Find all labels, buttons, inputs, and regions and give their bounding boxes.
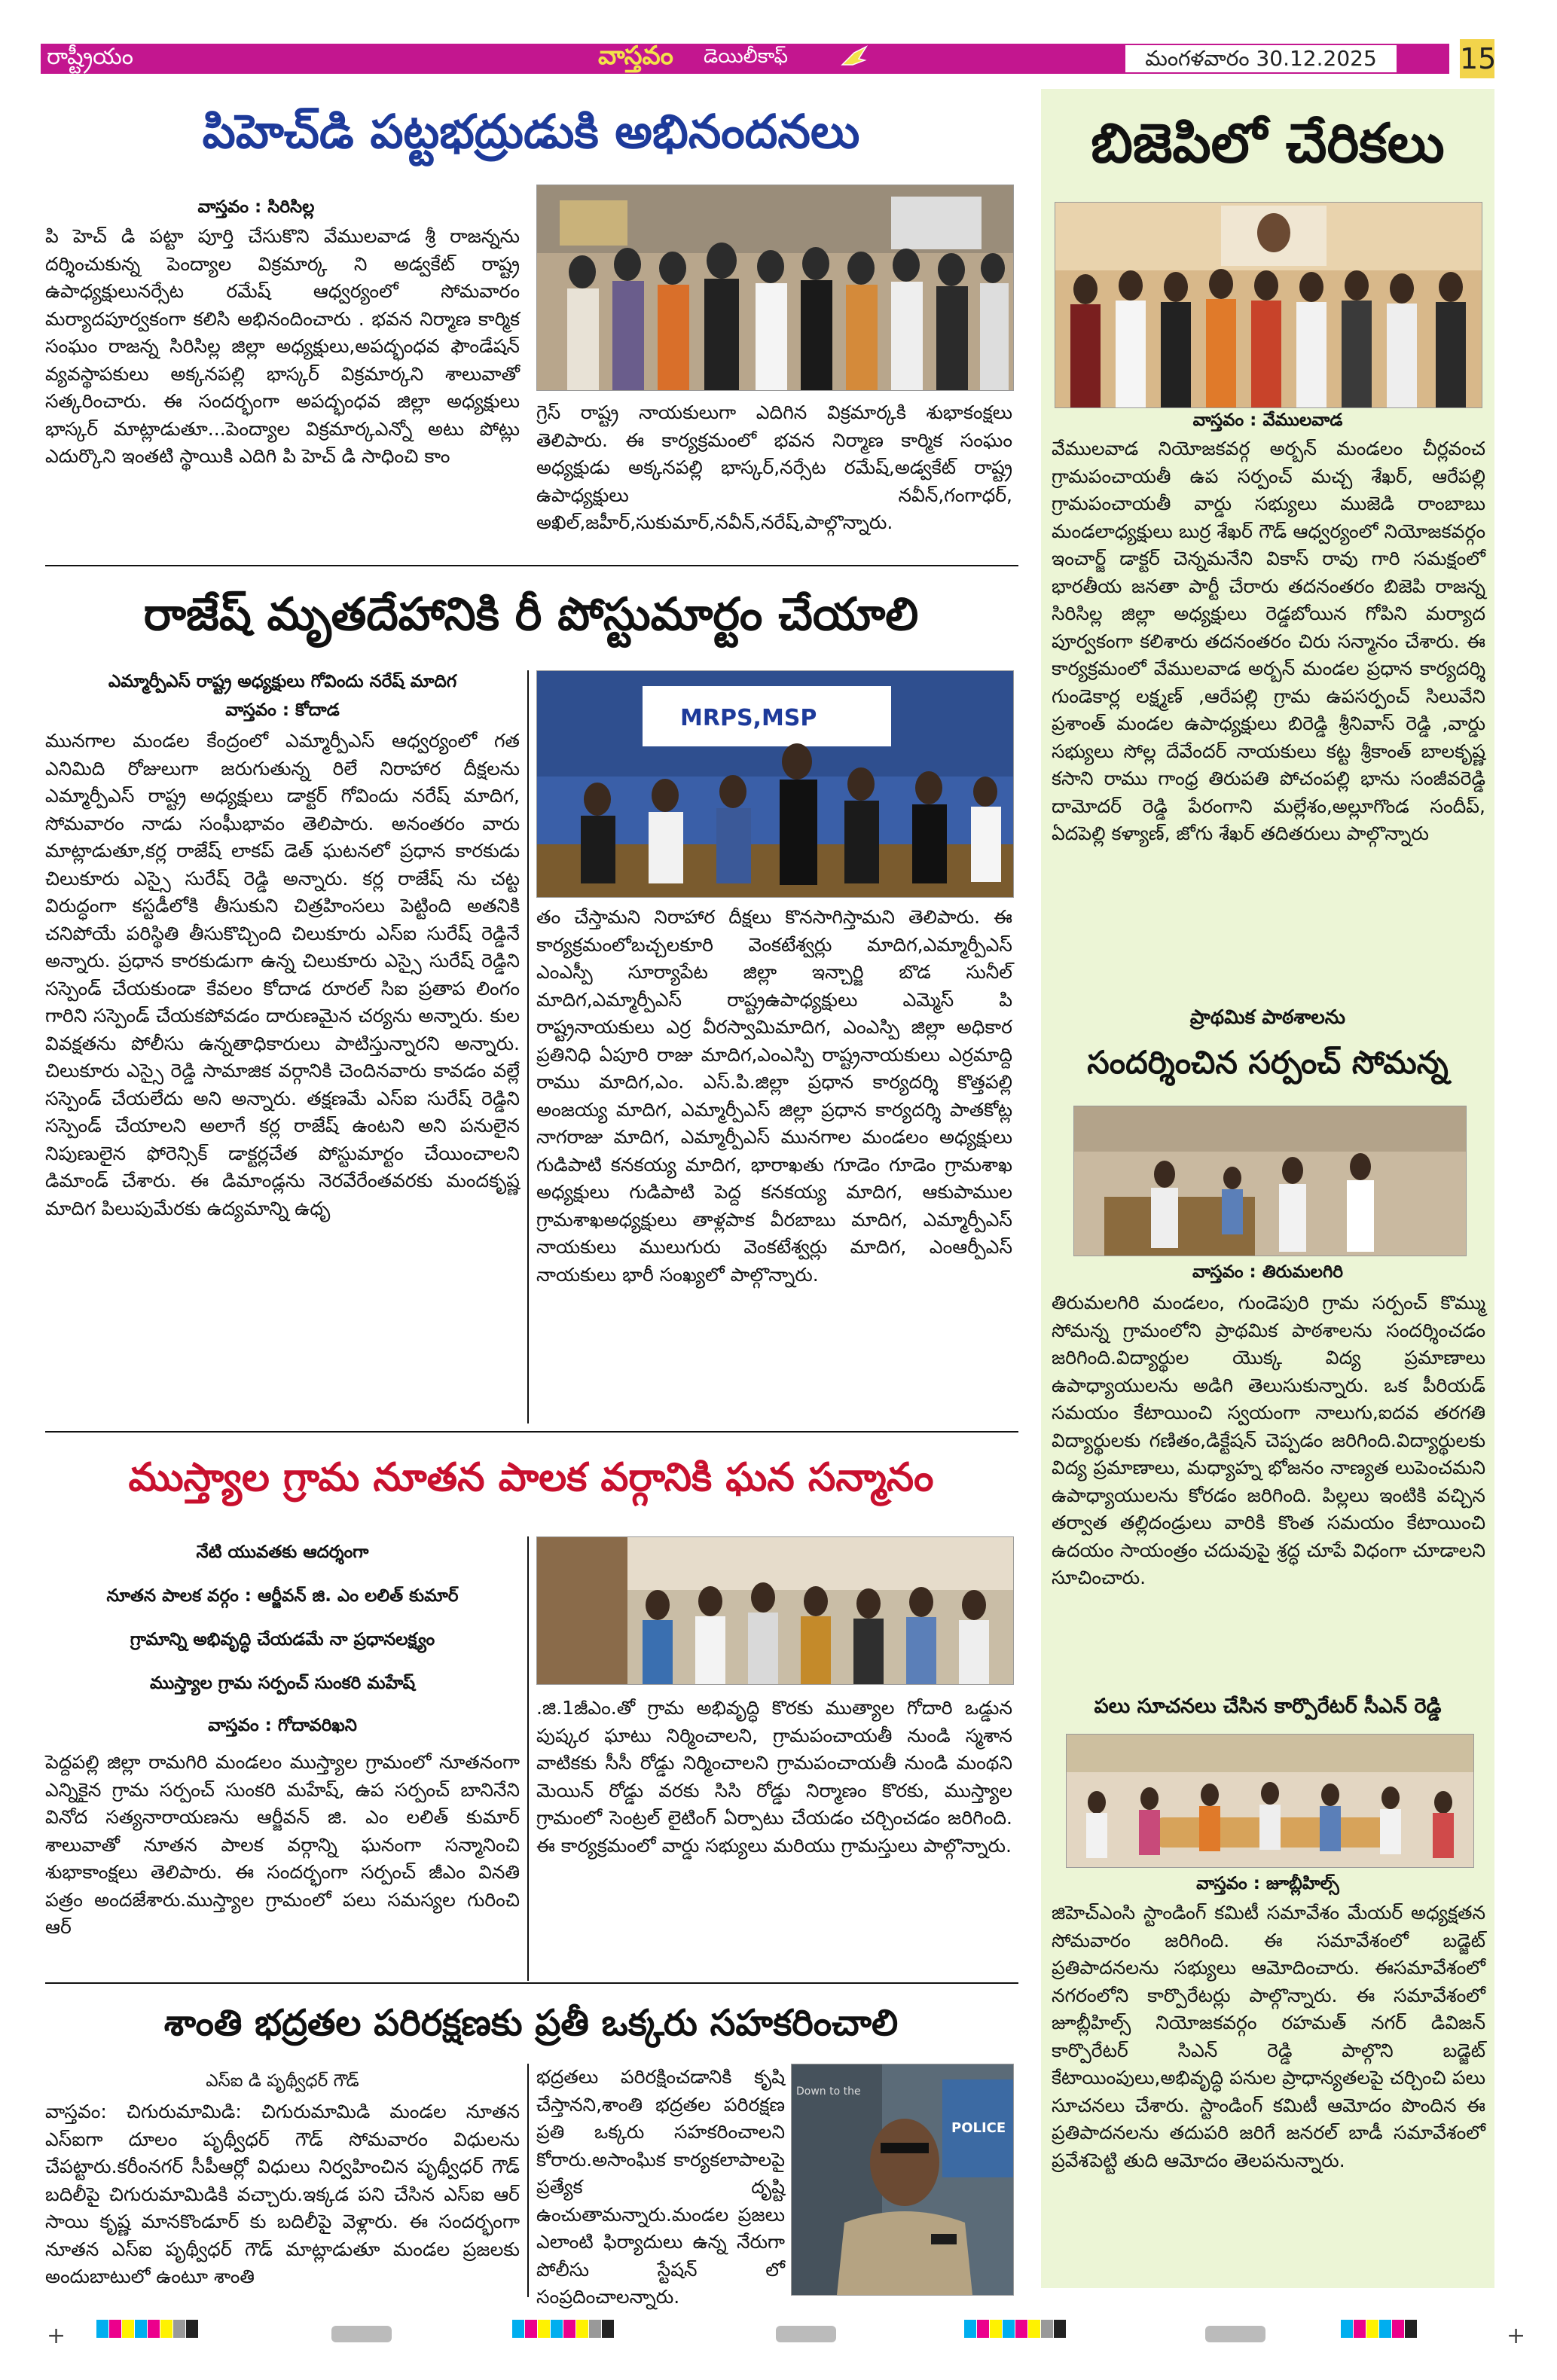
poster-caption: Down to the <box>796 2086 861 2098</box>
divider <box>45 1982 1018 1984</box>
photo-bjp-joining <box>1055 202 1482 408</box>
dateline-jubilee-hills: వాస్తవం : జూబ్లీహిల్స్ <box>1196 1874 1339 1893</box>
headline-mustyala: ముస్త్యాల గ్రామ నూతన పాలక వర్గానికి ఘన సన్మానం <box>128 1455 934 1500</box>
subhead-sarpanch: ముస్త్యాల గ్రామ సర్పంచ్ సుంకరి మహేష్ <box>149 1674 416 1693</box>
dateline-thirumalagiri: వాస్తవం : తిరుమలగిరి <box>1192 1262 1344 1282</box>
masthead-title: వాస్తవం <box>598 41 673 71</box>
article-phd-col1: పి హెచ్ డి పట్టా పూర్తి చేసుకొని వేములవాడ శ్రీ రాజన్నను దర్శించుకున్న పెంద్యాల విక్రమార్క ని అడ్వకేట్ రాష్ట్ర ఉపాధ్యక్షులునర్సేట రమేష్ ఆధ్వర్యంలో సోమవారం మర్యాదపూర్వకంగా కలిసి అభినందించారు . భవన నిర్మాణ కార్మిక సంఘం రాజన్న సిరిసిల్ల జిల్లా అధ్యక్షులు,అపద్భంధవ ఫౌండేషన్ వ్యవస్థాపకులు అక్కనపల్లి భాస్కర్ విక్రమార్కని శాలువాతో సత్కరించారు. ఈ సందర్భంగా అపద్భంధవ జిల్లా అధ్యక్షులు భాస్కర్ మాట్లాడుతూ...పెంద్యాల విక్రమార్కఎన్నో అటు పోట్లు ఎదుర్కొని ఇంతటి స్థాయికి ఎదిగి పి హెచ్ డి సాధించి కాం <box>45 225 520 467</box>
article-law-order-col1: వాస్తవం: చిగురుమామిడి: చిగురుమామిడి మండల నూతన ఎస్ఐగా దూలం పృథ్వీధర్ గౌడ్ సోమవారం విధులను చేపట్టారు.కరీంనగర్ సీపీఆర్లో విధులు నిర్వహించిన పృథ్వీధర్ గౌడ్ బదిలీపై చిగురుమామిడికి వచ్చారు.ఇక్కడ పని చేసిన ఎస్ఐ ఆర్ సాయి కృష్ణ మానకొండూర్ కు బదిలీపై వెళ్లారు. ఈ సందర్భంగా నూతన ఎస్ఐ పృథ్వీధర్ గౌడ్ మాట్లాడుతూ మండల ప్రజలకు అందుబాటులో ఉంటూ శాంతి <box>45 2101 520 2287</box>
article-rajesh-col2: తం చేస్తామని నిరాహార దీక్షలు కొనసాగిస్తామని తెలిపారు. ఈ కార్యక్రమంలోబచ్చలకూరి వెంకటేశ్వర్లు మాదిగ,ఎమ్మార్పీఎస్ ఎంఎస్పీ సూర్యాపేట జిల్లా ఇన్చార్జి బొడ సునీల్ మాదిగ,ఎమ్మార్పీఎస్ రాష్ట్రఉపాధ్యక్షులు ఎమ్మెస్ పి రాష్ట్రనాయకులు ఎర్ర వీరస్వామిమాదిగ, ఎంఎస్పి జిల్లా అధికార ప్రతినిధి ఏపూరి రాజు మాదిగ,ఎంఎస్పి రాష్ట్రనాయకులు ఎర్రమాద్ది రాము మాదిగ,ఎం. ఎస్.పి.జిల్లా ప్రధాన కార్యదర్శి కొత్తపల్లి అంజయ్య మాదిగ, ఎమ్మార్పీఎస్ జిల్లా ప్రధాన కార్యదర్శి పాతకోట్ల నాగరాజు మాదిగ, ఎమ్మార్పీఎస్ మునగాల మండలం అధ్యక్షులు గుడిపాటి కనకయ్య మాదిగ, భారాఖతు గూడెం గూడెం గ్రామశాఖ అధ్యక్షులు గుడిపాటి పెద్ద కనకయ్య మాదిగ, ఆకుపాముల గ్రామశాఖఅధ్యక్షులు తాళ్లపాక వీరబాబు మాదిగ, ఎమ్మార్పీఎస్ నాయకులు ములుగురు వెంకటేశ్వర్లు మాదిగ, ఎంఆర్పీఎస్ నాయకులు భారీ సంఖ్యలో పాల్గొన్నారు. <box>536 906 1012 1286</box>
bird-logo-icon <box>839 42 869 75</box>
dateline-sircilla: వాస్తవం : సిరిసిల్ల <box>197 197 315 217</box>
gray-patch <box>331 2326 392 2342</box>
photo-mustyala-felicitation <box>536 1536 1014 1685</box>
subhead-si: ఎస్ఐ డి పృథ్వీధర్ గౌడ్ <box>206 2071 359 2091</box>
subhead-development-goal: గ్రామాన్ని అభివృద్ధి చేయడమే నా ప్రధానలక్ష్యం <box>130 1630 435 1649</box>
article-mustyala-col1: పెద్దపల్లి జిల్లా రామగిరి మండలం ముస్త్యాల గ్రామంలో నూతనంగా ఎన్నికైన గ్రామ సర్పంచ్ సుంకరి మహేష్, ఉప సర్పంచ్ బానినేని వినోద సత్యనారాయణను ఆర్జీవన్ జి. ఎం లలిత్ కుమార్ శాలువాతో నూతన పాలక వర్గాన్ని ఘనంగా సన్మానించి శుభాకాంక్షలు తెలిపారు. ఈ సందర్భంగా సర్పంచ్ జీఎం వినతి పత్రం అందజేశారు.ముస్త్యాల గ్రామంలో పలు సమస్యల గురించి ఆర్ <box>45 1751 520 1938</box>
headline-rajesh: రాజేష్ మృతదేహానికి రీ పోస్టుమార్టం చేయాలి <box>143 588 919 641</box>
headline-phd: పిహెచ్‌డి పట్టభద్రుడుకి అభినందనలు <box>202 104 860 159</box>
page-number: 15 <box>1460 39 1494 78</box>
masthead-subtitle: డెయిలీకాఫ్ <box>704 45 788 68</box>
headline-corporator: పలు సూచనలు చేసిన కార్పొరేటర్ సీఎన్ రెడ్డి <box>1094 1695 1442 1718</box>
subhead-inspiration: నేటి యువతకు ఆదర్శంగా <box>196 1542 369 1562</box>
photo-si-portrait <box>791 2064 1014 2296</box>
article-law-order-col2: భద్రతలు పరిరక్షించడానికి కృషి చేస్తానని,శాంతి భద్రతల పరిరక్షణ ప్రతి ఒక్కరు సహకరించాలని కోరారు.అసాంఘిక కార్యకలాపాలపై ప్రత్యేక దృష్టి ఉంచుతామన్నారు.మండల ప్రజలు ఎలాంటి ఫిర్యాదులు ఉన్న నేరుగా పోలీసు స్టేషన్ లో సంప్రదించాలన్నారు. <box>536 2066 785 2308</box>
color-bar <box>964 2320 1067 2347</box>
article-mustyala-col2: .జి.1జీఎం.తో గ్రామ అభివృద్ధి కొరకు ముత్యాల గోదారి ఒడ్డున పుష్కర ఘాటు నిర్మించాలని, గ్రామపంచాయతీ నుండి స్మశాన వాటికకు సీసీ రోడ్డు నిర్మించాలని గ్రామపంచాయతీ నుండి మంథని మెయిన్ రోడ్డు వరకు సిసి రోడ్డు నిర్మాణం కొరకు, ముస్త్యాల గ్రామంలో సెంట్రల్ లైటింగ్ ఏర్పాటు చేయడం చర్చించడం జరిగింది. ఈ కార్యక్రమంలో వార్డు సభ్యులు మరియు గ్రామస్తులు పాల్గొన్నారు. <box>536 1697 1012 1857</box>
color-bar <box>512 2320 615 2347</box>
headline-bjp-joinings: బిజెపిలో చేరికలు <box>1091 111 1445 175</box>
top-bar <box>41 39 1497 78</box>
divider <box>527 2064 529 2297</box>
subhead-mrps: ఎమ్మార్పీఎస్ రాష్ట్ర అధ్యక్షులు గోవిందు నరేష్ మాదిగ <box>108 672 457 691</box>
registration-mark-icon: + <box>1507 2323 1526 2349</box>
section-label: రాష్ట్రీయం <box>47 44 133 70</box>
article-rajesh-col1: మునగాల మండల కేంద్రంలో ఎమ్మార్పీఎస్ ఆధ్వర్యంలో గత ఎనిమిది రోజులుగా జరుగుతున్న రిలే నిరాహార దీక్షలను ఎమ్మార్పీఎస్ రాష్ట్ర అధ్యక్షులు డాక్టర్ గోవిందు నరేష్ మాదిగ, సోమవారం నాడు సంఘీభావం తెలిపారు. అనంతరం వారు మాట్లాడుతూ,కర్ల రాజేష్ లాకప్ డెత్ ఘటనలో ప్రధాన కారకుడు చిలుకూరు ఎస్సై సురేష్ రెడ్డి అన్నారు. కర్ల రాజేష్ ను చట్ట విరుద్ధంగా కస్టడీలోకి తీసుకుని చిత్రహింసలు పెట్టింది అతనికి చనిపోయే పరిస్థితి తీసుకొచ్చింది చిలుకూరు ఎస్ఐ సురేష్ రెడ్డినే అన్నారు. ప్రధాన కారకుడుగా ఉన్న చిలుకూరు ఎస్సై సురేష్ రెడ్డిని సస్పెండ్ చేయకుండా కేవలం కోదాడ రూరల్ సిఐ ప్రతాప లింగం గారిని సస్పెండ్ చేయకపోవడం దారుణమైన చర్యను అన్నారు. కుల వివక్షతను పోలీసు ఉన్నతాధికారులు పాటిస్తున్నారని అన్నారు. చిలుకూరు ఎస్సై రెడ్డి సామాజిక వర్గానికి చెందినవారు కావడం వల్లే సస్పెండ్ చేయలేదు అని అన్నారు. తక్షణమే ఎస్ఐ సురేష్ రెడ్డిని సస్పెండ్ చేయాలని అలాగే కర్ల రాజేష్ ఉంటని అని పనులైన నిపుణులైన ఫోరెన్సిక్ డాక్టర్లచేత పోస్టుమార్టం చేయించాలని డిమాండ్ చేశారు. ఈ డిమాండ్లను నెరవేరేంతవరకు మందకృష్ణ మాదిగ పిలుపుమేరకు ఉద్యమాన్ని ఉధృ <box>45 730 520 1219</box>
headline-law-order: శాంతి భద్రతల పరిరక్షణకు ప్రతీ ఒక్కరు సహకరించాలి <box>163 2002 899 2044</box>
article-bjp-body: వేములవాడ నియోజకవర్గ అర్బన్ మండలం చీర్లవంచ గ్రామపంచాయతీ ఉప సర్పంచ్ మచ్చ శేఖర్, ఆరేపల్లి గ్రామపంచాయతీ వార్డు సభ్యులు ముజెడి రాంబాబు మండలాధ్యక్షులు బుర్ర శేఖర్ గౌడ్ ఆధ్వర్యంలో నియోజకవర్గం ఇంచార్జ్ డాక్టర్ చెన్నమనేని వికాస్ రావు గారి సమక్షంలో భారతీయ జనతా పార్టీ చేరారు తదనంతరం బిజెపి రాజన్న సిరిసిల్ల జిల్లా అధ్యక్షులు రెడ్డబోయిన గోపిని మర్యాద పూర్వకంగా కలిశారు తదనంతరం చిరు సన్మానం చేశారు. ఈ కార్యక్రమంలో వేములవాడ అర్బన్ మండల ప్రధాన కార్యదర్శి గుండెకార్ల లక్ష్మణ్ ,ఆరేపల్లి గ్రామ ఉపసర్పంచ్ సిలువేని ప్రశాంత్ మండల ఉపాధ్యక్షులు బిరెడ్డి శ్రీనివాస్ రెడ్డి ,వార్డు సభ్యులు సోల్ల దేవేందర్ నాయకులు కట్ట శ్రీకాంత్ బాలకృష్ణ కసాని రాము గాంధ్ర తిరుపతి పోచంపల్లి భాను సంజీవరెడ్డి దామోదర్ రెడ్డి పేరంగాని మల్లేశం,అల్లూగొండ సందీప్, ఏదపెల్లి కళ్యాణ్, జోగు శేఖర్ తదితరులు పాల్గొన్నారు <box>1052 438 1485 844</box>
subhead-new-council: నూతన పాలక వర్గం : ఆర్జీవన్ జి. ఎం లలిత్ కుమార్ <box>106 1586 459 1606</box>
photo-mrps-protest <box>536 670 1014 898</box>
police-badge-text: POLICE <box>951 2120 1006 2136</box>
registration-mark-icon: + <box>47 2323 66 2349</box>
article-school-body: తిరుమలగిరి మండలం, గుండెపురి గ్రామ సర్పంచ్ కొమ్ము సోమన్న గ్రామంలోని ప్రాథమిక పాఠశాలను సందర్శించడం జరిగింది.విద్యార్థుల యొక్క విద్య ప్రమాణాలు ఉపాధ్యాయులను అడిగి తెలుసుకున్నారు. ఒక పీరియడ్ సమయం కేటాయించి స్వయంగా నాలుగు,ఐదవ తరగతి విద్యార్థులకు గణితం,డిక్టేషన్ చెప్పడం జరిగింది.విద్యార్థులకు విద్య ప్రమాణాలు, మధ్యాహ్న భోజనం నాణ్యత లుపెంచమని ఉపాధ్యాయులను కోరడం జరిగింది. పిల్లలు ఇంటికి వచ్చిన తర్వాత తల్లిదండ్రులు వారికి కొంత సమయం కేటాయించి ఉదయం సాయంత్రం చదువుపై శ్రద్ధ చూపే విధంగా చూడాలని సూచించారు. <box>1052 1292 1485 1588</box>
photo-committee-meeting <box>1066 1734 1474 1868</box>
color-bar <box>1341 2320 1418 2347</box>
gray-patch <box>776 2326 836 2342</box>
dateline-kodada: వాస్తవం : కోదాడ <box>225 700 340 720</box>
dateline-godavarikhani: వాస్తవం : గోదావరిఖని <box>208 1716 357 1735</box>
color-bar <box>96 2320 199 2347</box>
divider <box>527 1536 529 1981</box>
banner-text: MRPS,MSP <box>680 705 817 731</box>
article-corporator-body: జిహెచ్ఎంసి స్టాండింగ్ కమిటీ సమావేశం మేయర్ అధ్యక్షతన సోమవారం జరిగింది. ఈ సమావేశంలో బడ్జెట్ ప్రతిపాదనలను సభ్యులు ఆమోదించారు. ఈసమావేశంలో నగరంలోని కార్పొరేటర్లు పాల్గొన్నారు. ఈ సమావేశంలో జూబ్లీహిల్స్ నియోజకవర్గం రహమత్ నగర్ డివిజన్ కార్పొరేటర్ సిఎన్ రెడ్డి పాల్గొని బడ్జెట్ కేటాయింపులు,అభివృద్ధి పనుల ప్రాధాన్యతలపై చర్చించి పలు సూచనలు చేశారు. స్టాండింగ్ కమిటీ ఆమోదం పొందిన ఈ ప్రతిపాదనలను తదుపరి జరిగే జనరల్ బాడీ సమావేశంలో ప్రవేశపెట్టి తుది ఆమోదం తెలపనున్నారు. <box>1052 1902 1485 2171</box>
gray-patch <box>1205 2326 1265 2342</box>
divider <box>527 670 529 1423</box>
divider <box>45 1431 1018 1433</box>
issue-date: మంగళవారం 30.12.2025 <box>1125 45 1397 72</box>
photo-school-visit <box>1073 1106 1467 1256</box>
divider <box>45 565 1018 566</box>
article-phd-col2: గ్రెస్ రాష్ట్ర నాయకులుగా ఎదిగిన విక్రమార్కకి శుభాకంక్షలు తెలిపారు. ఈ కార్యక్రమంలో భవన నిర్మాణ కార్మిక సంఘం అధ్యక్షుడు అక్కనపల్లి భాస్కర్,నర్సేట రమేష్,అడ్వకేట్ రాష్ట్ర ఉపాధ్యక్షులు నవీన్,గంగాధర్, అఖిల్,జహీర్,సుకుమార్,నవీన్,నరేష్,పాల్గొన్నారు. <box>536 401 1012 533</box>
headline-sarpanch-visit: సందర్శించిన సర్పంచ్ సోమన్న <box>1087 1044 1449 1081</box>
kicker-primary-school: ప్రాథమిక పాఠశాలను <box>1189 1006 1346 1029</box>
dateline-vemulawada: వాస్తవం : వేములవాడ <box>1192 410 1343 430</box>
photo-phd-felicitation <box>536 185 1014 391</box>
